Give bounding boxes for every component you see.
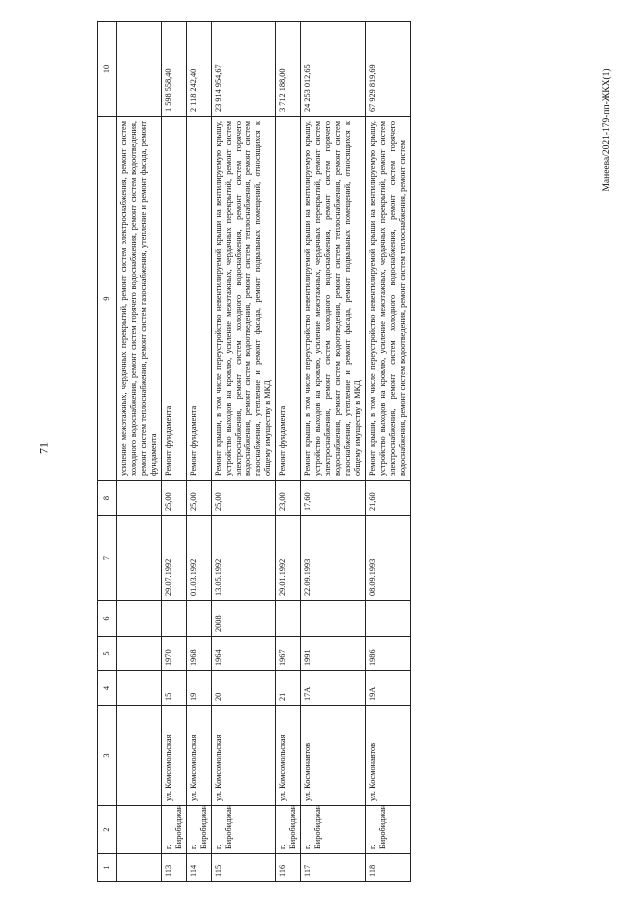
empty-cell: [117, 637, 162, 671]
date-cell: 01.03.1992: [186, 516, 211, 601]
year-cell: 2008: [211, 601, 276, 637]
cost-cell: 1 598 558,40: [161, 22, 186, 117]
empty-cell: [117, 671, 162, 706]
year-cell: [276, 601, 301, 637]
cost-cell: 2 118 242,40: [186, 22, 211, 117]
house-number-cell: 21: [276, 671, 301, 706]
street-cell: ул. Космонавтов: [301, 706, 366, 806]
works-cell: Ремонт крыши, в том числе переустройство невентилируемой крыши на вентилируемую крышу, устройство выходов на кровлю, усиление межэтажных, чердачных перекрытий, ремонт систем электроснабжения, ремонт систем холодного водоснабжения, ремонт систем горячего водоснабжения, ремонт систем водоотведения, ремонт систем теплоснабжения, ремонт систем: [365, 117, 410, 481]
header-cell: 3: [98, 706, 117, 806]
date-cell: 22.09.1993: [301, 516, 366, 601]
date-cell: 08.09.1993: [365, 516, 410, 601]
date-cell: 13.05.1992: [211, 516, 276, 601]
year-built-cell: 1986: [365, 637, 410, 671]
empty-cell: [117, 481, 162, 516]
cost-cell: 23 914 954,67: [211, 22, 276, 117]
document-reference: Манеева/2021-179-пп-ЖКХ(1): [602, 68, 612, 192]
rotated-table-container: [97, 22, 583, 882]
year-built-cell: 1967: [276, 637, 301, 671]
table-row: [365, 22, 410, 882]
header-cell: 7: [98, 516, 117, 601]
works-cell: Ремонт фундамента: [161, 117, 186, 481]
table-row: [301, 22, 366, 882]
street-cell: ул. Комсомольская: [211, 706, 276, 806]
street-cell: ул. Комсомольская: [276, 706, 301, 806]
header-cell: 2: [98, 806, 117, 854]
date-cell: 29.01.1992: [276, 516, 301, 601]
year-built-cell: 1970: [161, 637, 186, 671]
row-number-cell: 114: [186, 854, 211, 882]
cost-cell: 3 712 188,00: [276, 22, 301, 117]
empty-cell: [117, 806, 162, 854]
row-number-cell: 118: [365, 854, 410, 882]
wear-cell: 21,60: [365, 481, 410, 516]
row-number-cell: 116: [276, 854, 301, 882]
empty-cell: [117, 854, 162, 882]
street-cell: ул. Комсомольская: [186, 706, 211, 806]
wear-cell: 23,00: [276, 481, 301, 516]
header-cell: 10: [98, 22, 117, 117]
empty-cell: [117, 516, 162, 601]
works-cell: усиление межэтажных, чердачных перекрытий, ремонт систем электроснабжения, ремонт систем холодного водоснабжения, ремонт систем горячего водоснабжения, ремонт систем водоотведения, ремонт систем теплоснабжения, ремонт систем газоснабжения, утепление и ремонт фасада, ремонт фундамента: [117, 117, 162, 481]
wear-cell: 25,00: [186, 481, 211, 516]
year-built-cell: 1964: [211, 637, 276, 671]
row-number-cell: 117: [301, 854, 366, 882]
table-row: [276, 22, 301, 882]
street-cell: ул. Комсомольская: [161, 706, 186, 806]
empty-cell: [117, 706, 162, 806]
header-cell: 6: [98, 601, 117, 637]
housing-repair-table: [97, 21, 411, 882]
wear-cell: 25,00: [161, 481, 186, 516]
house-number-cell: 20: [211, 671, 276, 706]
cost-cell: 24 253 012,65: [301, 22, 366, 117]
table-row: [161, 22, 186, 882]
works-cell: Ремонт фундамента: [276, 117, 301, 481]
date-cell: 29.07.1992: [161, 516, 186, 601]
cost-cell: 67 929 819,69: [365, 22, 410, 117]
header-cell: 1: [98, 854, 117, 882]
city-cell: г. Биробиджан: [161, 806, 186, 854]
row-number-cell: 115: [211, 854, 276, 882]
city-cell: г. Биробиджан: [211, 806, 276, 854]
year-built-cell: 1968: [186, 637, 211, 671]
city-cell: г. Биробиджан: [301, 806, 366, 854]
empty-cell: [117, 601, 162, 637]
city-cell: г. Биробиджан: [186, 806, 211, 854]
year-cell: [365, 601, 410, 637]
header-row: [98, 22, 117, 882]
street-cell: ул. Космонавтов: [365, 706, 410, 806]
continuation-row: [117, 22, 162, 882]
wear-cell: 17,60: [301, 481, 366, 516]
house-number-cell: 17А: [301, 671, 366, 706]
row-number-cell: 113: [161, 854, 186, 882]
header-cell: 8: [98, 481, 117, 516]
works-cell: Ремонт фундамента: [186, 117, 211, 481]
house-number-cell: 19: [186, 671, 211, 706]
header-cell: 5: [98, 637, 117, 671]
year-cell: [301, 601, 366, 637]
city-cell: г. Биробиджан: [276, 806, 301, 854]
table-row: [186, 22, 211, 882]
city-cell: г. Биробиджан: [365, 806, 410, 854]
header-cell: 9: [98, 117, 117, 481]
page-number: 71: [36, 442, 51, 454]
year-built-cell: 1991: [301, 637, 366, 671]
wear-cell: 25,00: [211, 481, 276, 516]
header-cell: 4: [98, 671, 117, 706]
works-cell: Ремонт крыши, в том числе переустройство невентилируемой крыши на вентилируемую крышу, устройство выходов на кровлю, усиление межэтажных, чердачных перекрытий, ремонт систем электроснабжения, ремонт систем холодного водоснабжения, ремонт систем горячего водоснабжения, ремонт систем водоотведения, ремонт систем теплоснабжения, ремонт систем газоснабжения, утепление и ремонт фасада, ремонт подвальных помещений, относящихся к общему имуществу в МКД: [211, 117, 276, 481]
year-cell: [161, 601, 186, 637]
empty-cell: [117, 22, 162, 117]
house-number-cell: 19А: [365, 671, 410, 706]
year-cell: [186, 601, 211, 637]
table-row: [211, 22, 276, 882]
works-cell: Ремонт крыши, в том числе переустройство невентилируемой крыши на вентилируемую крышу, устройство выходов на кровлю, усиление межэтажных, чердачных перекрытий, ремонт систем электроснабжения, ремонт систем холодного водоснабжения, ремонт систем горячего водоснабжения, ремонт систем водоотведения, ремонт систем теплоснабжения, ремонт систем газоснабжения, утепление и ремонт фасада, ремонт подвальных помещений, относящихся к общему имуществу в МКД: [301, 117, 366, 481]
house-number-cell: 15: [161, 671, 186, 706]
